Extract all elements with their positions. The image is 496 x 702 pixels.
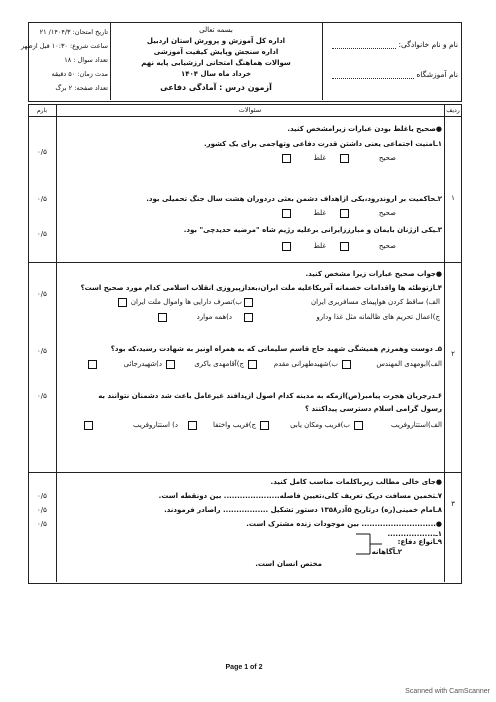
q9-bracket <box>300 530 384 558</box>
q9-score: ۰/۵ <box>37 520 47 528</box>
q1-false-label: غلط <box>313 154 326 162</box>
q3-false-label: غلط <box>313 242 326 250</box>
q4-option-d-checkbox[interactable] <box>158 313 167 322</box>
q9-label: ۹ـانواع دفاع: <box>397 538 442 546</box>
q4-option-a-checkbox[interactable] <box>244 298 253 307</box>
bismillah: بسمه تعالی <box>199 26 233 34</box>
q2-false-label: غلط <box>313 209 326 217</box>
q6-option-c: ج)فریب واختفا <box>213 421 256 429</box>
q6-option-c-checkbox[interactable] <box>188 421 197 430</box>
q3-score: ۰/۵ <box>37 230 47 238</box>
q5-option-d: د)شهیدرجائی <box>123 360 162 368</box>
score-col-line <box>56 104 57 582</box>
q3-true-label: صحیح <box>378 242 396 250</box>
q6-text-line-1: ۶ـدرجریان هجرت پیامبر(ص)ازمکه به مدینه کدام اصول ازپدافند غیرعامل باعث شد دشمنان نتوانند به <box>98 392 442 400</box>
q6-option-d-checkbox[interactable] <box>84 421 93 430</box>
section-1-separator <box>28 262 462 263</box>
row-number-1: ۱ <box>451 194 455 202</box>
q4-text: ۴ـازتوطئه ها واقدامات خصمانه آمریکاعلیه ملت ایران،بعدازپیروزی انقلاب اسلامی کدام مورد صحیح است؟ <box>80 284 442 292</box>
school-name-label: نام آموزشگاه <box>416 70 458 79</box>
q6-option-a-checkbox[interactable] <box>354 421 363 430</box>
q1-true-label: صحیح <box>378 154 396 162</box>
q5-score: ۰/۵ <box>37 347 47 355</box>
page-number: Page 1 of 2 <box>225 664 263 671</box>
q1-score: ۰/۵ <box>37 148 47 156</box>
q2-score: ۰/۵ <box>37 195 47 203</box>
col-header-row: ردیف <box>446 107 460 114</box>
info-duration: مدت زمان: ۵۰ دقیقه <box>51 70 108 78</box>
section-2-separator <box>28 472 462 473</box>
q6-option-b-checkbox[interactable] <box>260 421 269 430</box>
q3-text: ۳ـیکی ازژنان بایمان و مبارززایرانی برعلیه رژیم شاه "مرضیه حدیدچی" بود. <box>183 226 442 234</box>
student-name-label: نام و نام خانوادگی: <box>398 40 458 49</box>
col-header-score: بارم <box>36 107 48 114</box>
info-page-count: تعداد صفحه: ۲ برگ <box>55 84 108 92</box>
q8-text: ۸ـامام خمینی(ره) درتاریخ ۵آذر۱۳۵۸ دستور تشکیل ................. راصادر فرمودند. <box>164 506 442 514</box>
q3-false-checkbox[interactable] <box>282 242 291 251</box>
q6-option-b: ب)فریب ومکان یابی <box>290 421 350 429</box>
q5-option-c-checkbox[interactable] <box>166 360 175 369</box>
header-divider-left <box>110 22 111 100</box>
q5-option-c: ج)آقامهدی باکری <box>194 360 244 368</box>
q4-option-b-checkbox[interactable] <box>118 298 127 307</box>
row-number-2: ۲ <box>451 350 455 358</box>
q4-option-d: د)همه موارد <box>196 313 232 321</box>
q5-option-d-checkbox[interactable] <box>88 360 97 369</box>
q6-score: ۰/۵ <box>37 392 47 400</box>
q1-false-checkbox[interactable] <box>282 154 291 163</box>
q7-text: ۷ـتخمین مسافت دریک تعریف کلی،تعیین فاصله..................... بین دونقطه است. <box>158 492 442 500</box>
q9-bottom-line: مختص انسان است. <box>255 560 322 568</box>
org-line-1: اداره کل آموزش و پرورش استان اردبیل <box>146 37 286 45</box>
scanner-watermark: Scanned with CamScanner <box>405 688 490 695</box>
q1-true-checkbox[interactable] <box>340 154 349 163</box>
section-1-instruction: ●صحیح یاغلط بودن عبارات زیرامشخص کنید. <box>287 125 442 133</box>
q5-option-a: الف)ابومهدی المهندس <box>376 360 442 368</box>
school-name-field[interactable] <box>332 78 414 79</box>
q9-item-1: ۱ـ.................. <box>387 530 442 538</box>
subject-title: آزمون درس : آمادگی دفاعی <box>160 83 272 92</box>
row-col-line <box>444 104 445 582</box>
q9-shared-line: ●............................ بین موجودات زنده مشترک است. <box>246 520 442 528</box>
q2-text: ۲ـحاکمیت بر اروندرود،یکی ازاهداف دشمن بعثی دردوران هشت سال جنگ تحمیلی بود. <box>146 195 442 203</box>
q4-score: ۰/۵ <box>37 290 47 298</box>
q8-score: ۰/۵ <box>37 506 47 514</box>
q6-option-d: د) استتاروفریب <box>132 421 178 429</box>
exam-title: سوالات هماهنگ امتحانی ارزشیابی پایه نهم <box>141 59 291 67</box>
exam-date-line: خرداد ماه سال ۱۴۰۴ <box>180 70 252 78</box>
info-start-time: ساعت شروع: ۱۰:۳۰ قبل ازظهر <box>20 42 108 50</box>
q4-option-a: الف) ساقط کردن هواپیمای مسافربری ایران <box>310 298 440 306</box>
row-number-3: ۳ <box>451 500 455 508</box>
q7-score: ۰/۵ <box>37 492 47 500</box>
info-exam-date: تاریخ امتحان: ۱۴۰۴/۳/ ۲۱ <box>39 28 108 36</box>
q4-option-c-checkbox[interactable] <box>244 313 253 322</box>
q6-text-line-2: رسول گرامی اسلام دسترسی پیداکنند ؟ <box>304 405 442 413</box>
q2-false-checkbox[interactable] <box>282 209 291 218</box>
q5-text: ۵ـ دوست وهمرزم همیشگی شهید حاج قاسم سلیمانی که به همراه اونیز به شهادت رسید،که بود؟ <box>110 345 442 353</box>
q4-option-b: ب)تصرف دارایی ها واموال ملت ایران <box>130 298 242 306</box>
q5-option-a-checkbox[interactable] <box>342 360 351 369</box>
q3-true-checkbox[interactable] <box>340 242 349 251</box>
q2-true-label: صحیح <box>378 209 396 217</box>
org-line-2: اداره سنجش وپایش کیفیت آموزشی <box>153 48 279 56</box>
q9-item-2: ۲ـآگاهانه <box>371 548 402 556</box>
table-header-line <box>28 116 462 117</box>
q2-true-checkbox[interactable] <box>340 209 349 218</box>
q5-option-b: ب)شهیدطهرانی مقدم <box>273 360 338 368</box>
q4-option-c: ج)اعمال تحریم های ظالمانه مثل غذا ودارو <box>316 313 440 321</box>
info-question-count: تعداد سوال : ۱۸ <box>64 56 108 64</box>
section-2-instruction: ●جواب صحیح عبارات زیرا مشخص کنید. <box>305 270 442 278</box>
q6-option-a: الف)استتاروفریب <box>390 421 442 429</box>
header-divider-right <box>322 22 323 100</box>
q1-text: ۱ـامنیت اجتماعی یعنی داشتن قدرت دفاعی وتهاجمی برای یک کشور. <box>203 140 442 148</box>
q5-option-b-checkbox[interactable] <box>248 360 257 369</box>
section-3-instruction: ●جای خالی مطالب زیرباکلمات مناسب کامل کنید. <box>270 478 442 486</box>
col-header-questions: سئوالات <box>238 106 262 114</box>
student-name-field[interactable] <box>332 48 396 49</box>
